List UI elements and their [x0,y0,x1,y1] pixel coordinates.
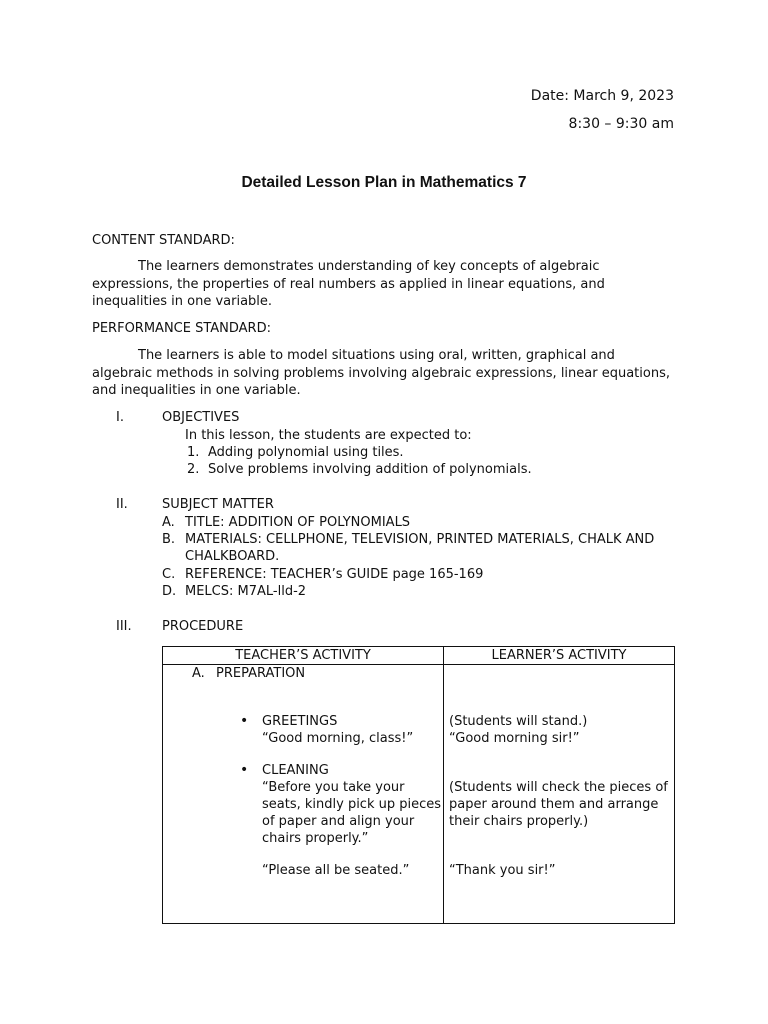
procedure-numeral: III. [116,619,132,634]
subject-item: TITLE: ADDITION OF POLYNOMIALS [185,515,411,530]
table-header-row [163,647,675,665]
performance-standard-text: The learners is able to model situations using oral, written, graphical and algebraic methods in solving problems involving algebraic expressions, linear equations, and inequalities in one variable. [92,348,670,398]
subject-item-continuation: CHALKBOARD. [185,549,280,564]
procedure-heading: PROCEDURE [162,619,244,634]
content-standard-heading: CONTENT STANDARD: [92,233,235,248]
cleaning-learner-line: (Students will check the pieces of [449,780,668,795]
teacher-activity-cell [163,665,444,924]
subject-item-letter: C. [162,567,176,582]
cleaning-label: CLEANING [262,763,329,778]
lesson-date: Date: March 9, 2023 [530,88,674,104]
cleaning-learner-line: their chairs properly.) [449,814,589,829]
procedure-table [162,646,675,924]
seated-teacher-line: “Please all be seated.” [262,863,410,878]
cleaning-teacher-line: chairs properly.” [262,831,369,846]
performance-standard-heading: PERFORMANCE STANDARD: [92,321,271,336]
content-standard-text: The learners demonstrates understanding of key concepts of algebraic expressions, the properties of real numbers as applied in linear equations, and inequalities in one variable. [92,259,605,309]
subject-item-letter: B. [162,532,176,547]
cleaning-teacher-line: seats, kindly pick up pieces [262,797,442,812]
bullet-icon: • [240,762,249,778]
learner-activity-header: LEARNER’S ACTIVITY [444,647,675,665]
section-title: PREPARATION [216,666,306,681]
objectives-heading: OBJECTIVES [162,410,240,425]
section-letter: A. [192,666,205,681]
subject-item: MELCS: M7AL-lld-2 [185,584,307,599]
bullet-icon: • [240,713,249,729]
teacher-activity-header: TEACHER’S ACTIVITY [163,647,444,665]
greetings-learner-line: (Students will stand.) [449,714,588,729]
learner-activity-cell [444,665,675,924]
subject-item: REFERENCE: TEACHER’s GUIDE page 165-169 [185,567,484,582]
objective-item: Solve problems involving addition of polynomials. [208,462,532,477]
greetings-label: GREETINGS [262,714,338,729]
objectives-numeral: I. [116,410,124,425]
objective-item: Adding polynomial using tiles. [208,445,404,460]
objective-number: 2. [187,462,200,477]
cleaning-teacher-line: “Before you take your [262,780,405,795]
objectives-intro: In this lesson, the students are expected to: [185,428,472,443]
table-row [163,665,675,924]
seated-learner-line: “Thank you sir!” [449,863,556,878]
greetings-teacher-line: “Good morning, class!” [262,731,414,746]
subject-matter-numeral: II. [116,497,128,512]
subject-item: MATERIALS: CELLPHONE, TELEVISION, PRINTED MATERIALS, CHALK AND [185,532,655,547]
document-title: Detailed Lesson Plan in Mathematics 7 [241,174,527,191]
cleaning-teacher-line: of paper and align your [262,814,415,829]
greetings-learner-line: “Good morning sir!” [449,731,580,746]
subject-item-letter: A. [162,515,175,530]
objective-number: 1. [187,445,200,460]
subject-matter-heading: SUBJECT MATTER [162,497,274,512]
lesson-time: 8:30 – 9:30 am [568,116,674,132]
cleaning-learner-line: paper around them and arrange [449,797,659,812]
subject-item-letter: D. [162,584,177,599]
